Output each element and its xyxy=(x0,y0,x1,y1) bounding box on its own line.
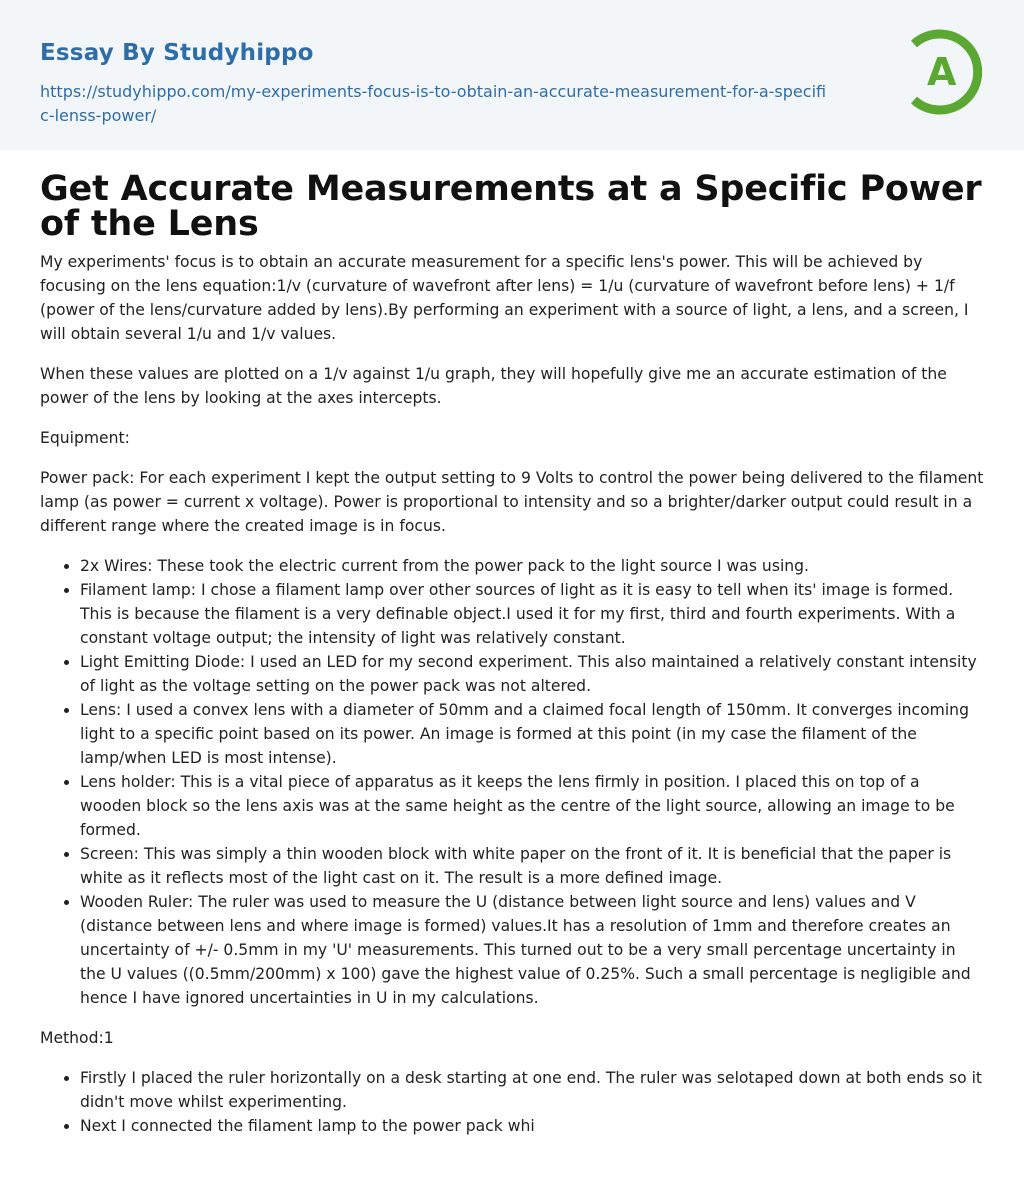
equipment-heading: Equipment: xyxy=(40,429,130,447)
article xyxy=(0,150,1024,1138)
list-item: • Light Emitting Diode: I used an LED for my second experiment. This also maintained a relatively constant intensity of light as the voltage setting on the power pack was not altered. xyxy=(80,650,984,698)
list-item: • Lens holder: This is a vital piece of apparatus as it keeps the lens firmly in position. I placed this on top of a wooden block so the lens axis was at the same height as the centre of the light source, allowing an image to be formed. xyxy=(80,770,984,842)
method-list xyxy=(40,1066,984,1138)
page-title: Get Accurate Measurements at a Specific Power of the Lens xyxy=(40,169,982,244)
list-item: • Next I connected the filament lamp to the power pack whi xyxy=(80,1114,984,1138)
logo-letter: A xyxy=(927,50,957,94)
list-item: • Screen: This was simply a thin wooden block with white paper on the front of it. It is beneficial that the paper is white as it reflects most of the light cast on it. The result is a more defined image. xyxy=(80,842,984,890)
list-item: • Filament lamp: I chose a filament lamp over other sources of light as it is easy to tell when its' image is formed. This is because the filament is a very definable object.I used it for my first, third and fourth experiments. With a constant voltage output; the intensity of light was relatively constant. xyxy=(80,578,984,650)
site-brand[interactable]: Essay By Studyhippo xyxy=(40,40,314,66)
intro-paragraph: My experiments' focus is to obtain an accurate measurement for a specific lens's power. This will be achieved by focusing on the lens equation:1/v (curvature of wavefront after lens) = 1/u (curvature of wavefront before lens) + 1/f (power of the lens/curvature added by lens).By performing an experiment with a source of light, a lens, and a screen, I will obtain several 1/u and 1/v values. xyxy=(40,253,969,343)
list-item: • 2x Wires: These took the electric current from the power pack to the light source I was using. xyxy=(80,554,984,578)
studyhippo-logo-icon[interactable] xyxy=(898,28,986,116)
source-url-link[interactable]: https://studyhippo.com/my-experiments-focus-is-to-obtain-an-accurate-measurement-for-a-specific-lenss-power/ xyxy=(40,82,827,125)
list-item: • Firstly I placed the ruler horizontally on a desk starting at one end. The ruler was selotaped down at both ends so it didn't move whilst experimenting. xyxy=(80,1066,984,1114)
list-item: • Wooden Ruler: The ruler was used to measure the U (distance between light source and lens) values and V (distance between lens and where image is formed) values.It has a resolution of 1mm and therefore creates an uncertainty of +/- 0.5mm in my 'U' measurements. This turned out to be a very small percentage uncertainty in the U values ((0.5mm/200mm) x 100) gave the highest value of 0.25%. Such a small percentage is negligible and hence I have ignored uncertainties in U in my calculations. xyxy=(80,890,984,1010)
equipment-list xyxy=(40,554,984,1010)
power-pack-paragraph: Power pack: For each experiment I kept the output setting to 9 Volts to control the power being delivered to the filament lamp (as power = current x voltage). Power is proportional to intensity and so a brighter/darker output could result in a different range where the created image is in focus. xyxy=(40,469,984,535)
list-item: • Lens: I used a convex lens with a diameter of 50mm and a claimed focal length of 150mm. It converges incoming light to a specific point based on its power. An image is formed at this point (in my case the filament of the lamp/when LED is most intense). xyxy=(80,698,984,770)
method-heading: Method:1 xyxy=(40,1029,114,1047)
intro-paragraph: When these values are plotted on a 1/v against 1/u graph, they will hopefully give me an accurate estimation of the power of the lens by looking at the axes intercepts. xyxy=(40,365,947,407)
page-header xyxy=(0,0,1024,150)
